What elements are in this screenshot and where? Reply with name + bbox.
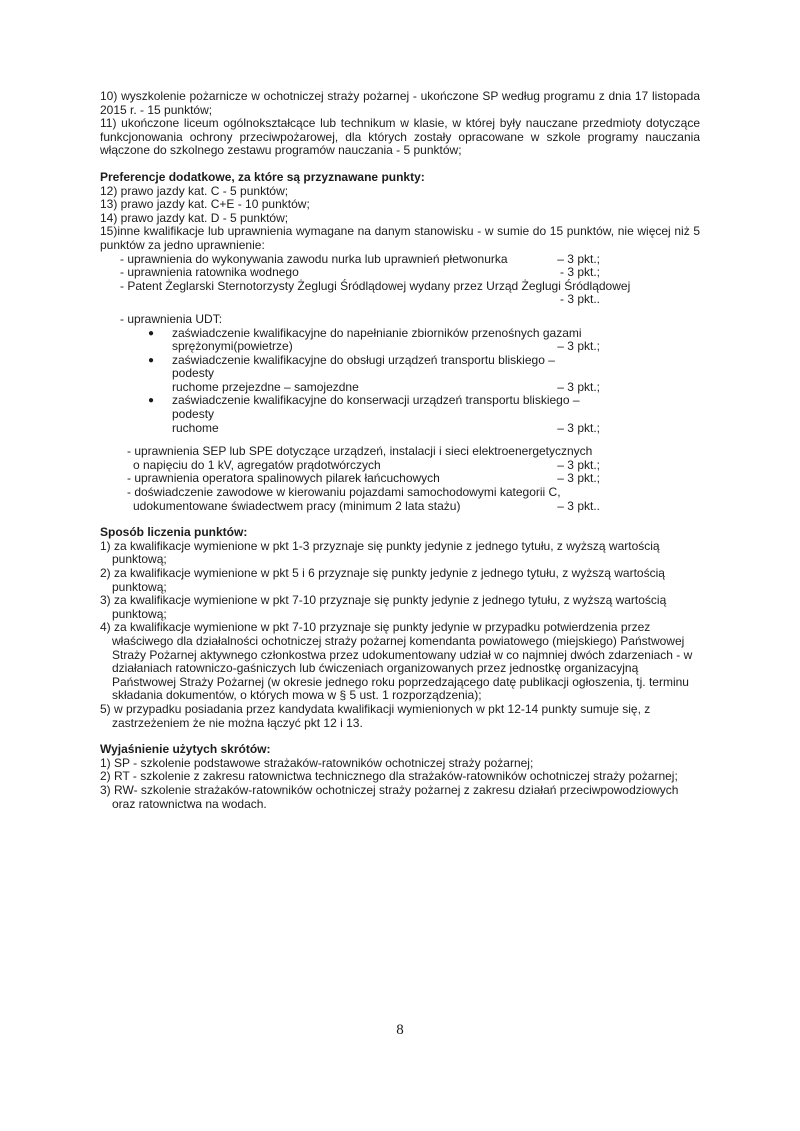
page-number: 8 [396,1022,404,1038]
point-12: 12) prawo jazdy kat. C - 5 punktów; [100,183,289,198]
counting-rule: 1) za kwalifikacje wymienione w pkt 1-3 przyznaje się punkty jedynie z jednego tytułu, z wyższą wartością punktową; [100,538,660,567]
udt-item-points: – 3 pkt.; [557,379,600,394]
udt-item-line2: ruchome [172,420,219,435]
point-10: 10) wyszkolenie pożarnicze w ochotniczej straży pożarnej - ukończone SP według programu z dnia 17 listopada 2015 r. - 15 punktów; [100,89,700,117]
prefs-heading: Preferencje dodatkowe, za które są przyznawane punkty: [100,169,425,184]
qual-nurek-text: - uprawnienia do wykonywania zawodu nurka lub uprawnień płetwonurka [120,251,508,266]
abbrev-heading: Wyjaśnienie użytych skrótów: [100,742,271,757]
counting-rule: 2) za kwalifikacje wymienione w pkt 5 i 6 przyznaje się punkty jedynie z jednego tytułu, z wyższą wartością punktową; [100,566,665,594]
udt-item [100,327,700,354]
page-content [100,90,700,811]
qual-sep-line1: - uprawnienia SEP lub SPE dotyczące urządzeń, instalacji i sieci elektroenergetycznych [127,444,593,459]
qual-ratownik [100,266,700,280]
udt-item-line1: zaświadczenie kwalifikacyjne do napełnianie zbiorników przenośnych gazami [172,325,582,340]
bullet-icon: ● [148,354,155,366]
udt-item-line2: ruchome przejezdne – samojezdne [172,379,359,394]
qual-ratownik-points: - 3 pkt.; [559,265,600,280]
qual-ratownik-text: - uprawnienia ratownika wodnego [120,265,299,280]
counting-rule: 4) za kwalifikacje wymienione w pkt 7-10 przyznaje się punkty jedynie w przypadku potwierdzenia przez właściwego dla działalności ochotniczej straży pożarnej komendanta powiatowego (miejskiego) Państwowej Straży Pożarnej aktywnego członkostwa przez udokumentowany udział w co najmniej dwóch zdarzeniach - w działaniach ratowniczo-gaśniczych lub ćwiczeniach organizowanych przez jednostkę organizacyjną Państwowej Straży Pożarnej (w okresie jednego roku poprzedzającego datę publikacji ogłoszenia, tj. terminu składania dokumentów, o których mowa w § 5 ust. 1 rozporządzenia); [100,620,693,703]
qual-doswiadczenie-line2: udokumentowane świadectwem pracy (minimum 2 lata stażu) [133,498,461,513]
bullet-icon: ● [148,327,155,339]
qual-doswiadczenie-points: – 3 pkt.. [557,498,600,513]
udt-item [100,354,700,395]
abbrev-item: 2) RT - szkolenie z zakresu ratownictwa technicznego dla strażaków-ratowników ochotniczej straży pożarnej; [100,769,678,784]
qual-sep-line2: o napięciu do 1 kV, agregatów prądotwórczych [133,457,381,472]
qual-pilarki-points: – 3 pkt.; [557,471,600,486]
abbrev-item: 3) RW- szkolenie strażaków-ratowników ochotniczej straży pożarnej z zakresu działań przeciwpowodziowych oraz ratownictwa na wodach. [100,782,679,811]
udt-label: - uprawnienia UDT: [120,311,223,326]
abbrev-item: 1) SP - szkolenie podstawowe strażaków-ratowników ochotniczej straży pożarnej; [100,755,534,770]
point-14: 14) prawo jazdy kat. D - 5 punktów; [100,210,289,225]
bullet-icon: ● [148,395,155,407]
qual-nurek-points: – 3 pkt.; [557,251,600,266]
qual-pilarki [100,472,700,486]
udt-item-points: – 3 pkt.; [557,420,600,435]
qual-nurek [100,253,700,267]
qual-sep-points: – 3 pkt.; [557,457,600,472]
qual-pilarki-text: - uprawnienia operatora spalinowych pilarek łańcuchowych [127,471,440,486]
qual-doswiadczenie [100,500,700,514]
udt-item-line1: zaświadczenie kwalifikacyjne do konserwacji urządzeń transportu bliskiego – podesty [172,393,580,422]
point-15: 15)inne kwalifikacje lub uprawnienia wymagane na danym stanowisku - w sumie do 15 punktów, nie więcej niż 5 punktów za jedno uprawnienie: [100,224,700,252]
udt-item-line2: sprężonymi(powietrze) [172,339,293,354]
qual-sep [100,459,700,473]
udt-item-line1: zaświadczenie kwalifikacyjne do obsługi urządzeń transportu bliskiego – podesty [172,352,555,381]
qual-patent-points: - 3 pkt.. [559,292,600,307]
point-13: 13) prawo jazdy kat. C+E - 10 punktów; [100,197,310,212]
qual-patent-text: - Patent Żeglarski Sternotorzysty Żeglugi Śródlądowej wydany przez Urząd Żeglugi Śródlądowej [120,278,631,293]
udt-item-points: – 3 pkt.; [557,339,600,354]
udt-item [100,394,700,435]
counting-rule: 5) w przypadku posiadania przez kandydata kwalifikacji wymienionych w pkt 12-14 punkty sumuje się, z zastrzeżeniem że nie można łączyć pkt 12 i 13. [100,701,651,730]
point-11: 11) ukończone liceum ogólnokształcące lub technikum w klasie, w której były nauczane przedmioty dotyczące funkcjonowania ochrony przeciwpożarowej, dla których zostały opracowane w szkole programy nauczania włączone do szkolnego zestawu programów nauczania - 5 punktów; [100,116,700,158]
counting-rule: 3) za kwalifikacje wymienione w pkt 7-10 przyznaje się punkty jedynie z jednego tytułu, z wyższą wartością punktową; [100,593,667,621]
counting-heading: Sposób liczenia punktów: [100,525,248,540]
qual-doswiadczenie-line1: - doświadczenie zawodowe w kierowaniu pojazdami samochodowymi kategorii C, [127,485,561,500]
